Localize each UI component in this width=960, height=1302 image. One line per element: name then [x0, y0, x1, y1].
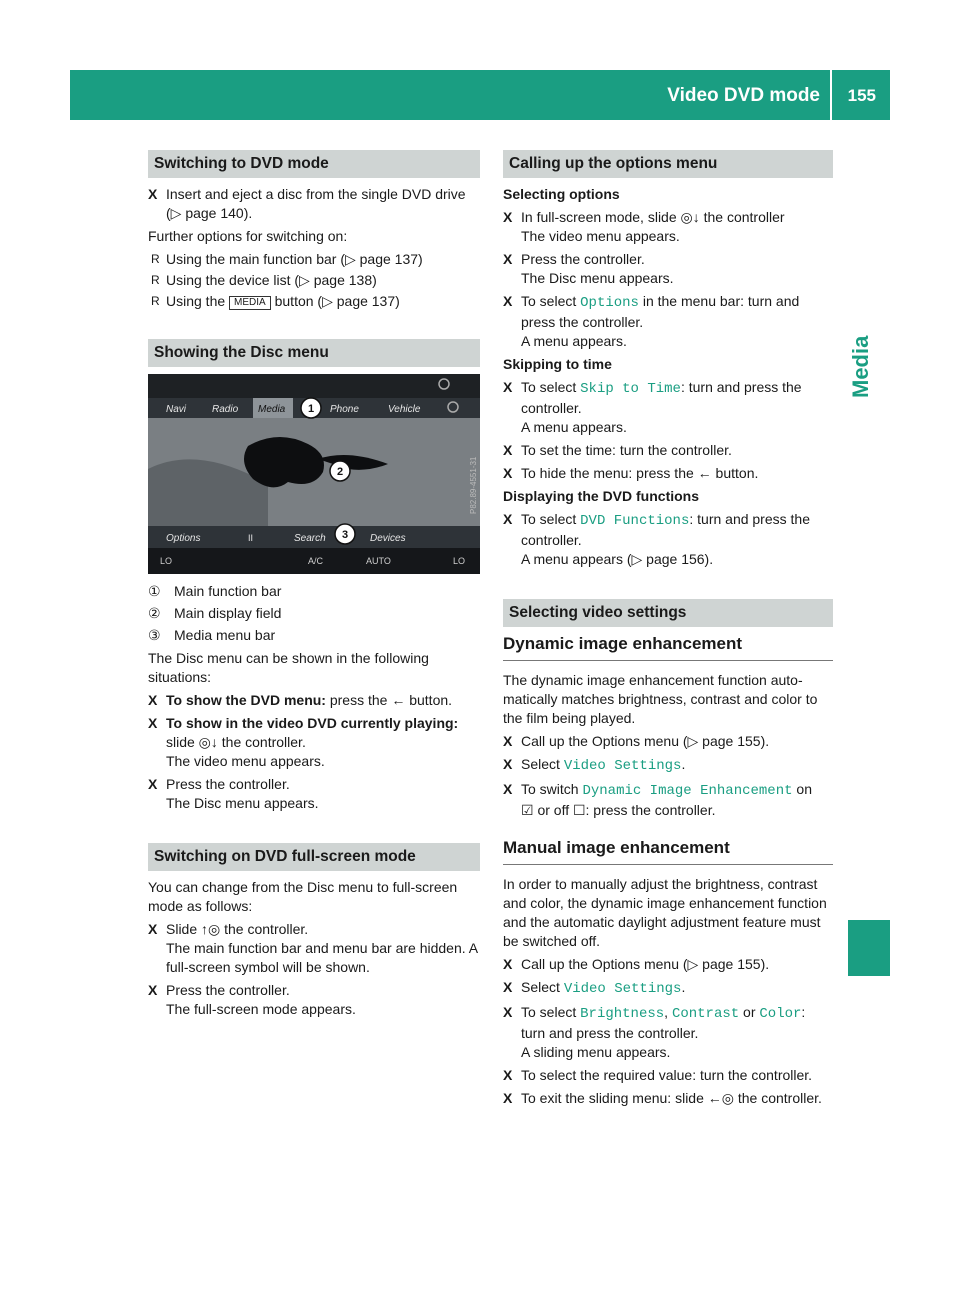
side-tab-label: Media: [848, 335, 873, 399]
step: X To select Skip to Time: turn and press the controller. A menu appears.: [503, 379, 802, 435]
bold-heading: Selecting options: [503, 186, 620, 202]
screen-status-ac: A/C: [308, 556, 324, 566]
paragraph: Further options for switching on:: [148, 228, 348, 244]
step: X Press the controller. The Disc menu appears.: [148, 776, 319, 811]
bullet-item: R Using the device list (▷ page 138): [151, 272, 377, 288]
menu-item-skip-to-time: Skip to Time: [580, 381, 681, 397]
screen-tab-media: Media: [258, 404, 286, 415]
step: X Press the controller. The full-screen mode appears.: [148, 982, 356, 1017]
step: X Call up the Options menu (▷ page 155).: [503, 956, 770, 972]
screen-figure-code: P82.89-4551-31: [469, 456, 478, 514]
screen-tab-phone: Phone: [330, 404, 359, 415]
menu-item-video-settings: Video Settings: [563, 981, 682, 997]
left-column: [148, 150, 480, 1023]
paragraph: The dynamic image enhancement function automatically matches brightness, contrast and color to the film being played.: [503, 672, 818, 726]
screen-status-lo-left: LO: [160, 556, 173, 566]
screen-tab-vehicle: Vehicle: [388, 404, 421, 415]
paragraph: In order to manually adjust the brightness, contrast and color, the dynamic image enhancement function and the automatic daylight adjustment feature must be switched off.: [503, 876, 827, 949]
step: X Insert and eject a disc from the single DVD drive (▷ page 140).: [148, 186, 466, 221]
menu-item-contrast: Contrast: [671, 1006, 740, 1022]
section-heading: Showing the Disc menu: [148, 339, 480, 367]
menu-item-brightness: Brightness: [580, 1006, 665, 1022]
screen-devices: Devices: [370, 533, 406, 544]
screen-pause: II: [248, 533, 254, 543]
menu-item-video-settings: Video Settings: [563, 758, 682, 774]
step: X To show in the video DVD currently playing: slide ◎↓ the controller. The video menu appears.: [148, 715, 459, 769]
callout-item: ③ Media menu bar: [148, 627, 276, 643]
screen-search: Search: [294, 533, 326, 544]
page-number: 155: [847, 86, 876, 105]
media-key-icon: MEDIA: [229, 296, 271, 310]
screen-options: Options: [166, 533, 201, 544]
section-heading: Switching to DVD mode: [148, 150, 480, 178]
callout-marker-1: [301, 398, 321, 418]
screen-tab-radio: Radio: [212, 404, 239, 415]
disc-menu-screenshot: [148, 374, 480, 574]
screen-illustration: [148, 374, 480, 574]
screen-status-auto: AUTO: [366, 556, 391, 566]
callout-legend: [148, 582, 480, 645]
subheading: Dynamic image enhancement: [503, 634, 833, 661]
menu-item-dvd-functions: DVD Functions: [580, 513, 690, 529]
svg-text:2: 2: [336, 466, 344, 478]
svg-text:1: 1: [307, 403, 315, 415]
header-divider: [830, 70, 832, 120]
section-heading: Switching on DVD full-screen mode: [148, 843, 480, 871]
step: X Select Video Settings.: [503, 756, 686, 774]
chapter-title: Video DVD mode: [667, 85, 820, 106]
screen-status-lo-right: LO: [453, 556, 466, 566]
paragraph: The Disc menu can be shown in the following situations:: [148, 650, 429, 685]
step: X Select Video Settings.: [503, 979, 686, 997]
callout-marker-2: [330, 461, 350, 481]
step: X To switch Dynamic Image Enhancement on ☑ or off ☐: press the controller.: [503, 781, 812, 818]
step: X To exit the sliding menu: slide ←◎ the controller.: [503, 1090, 822, 1106]
bullet-item: R Using the main function bar (▷ page 137): [151, 251, 423, 267]
step: X To set the time: turn the controller.: [503, 442, 732, 458]
bold-heading: Displaying the DVD functions: [503, 488, 700, 504]
menu-item-dynamic-image-enhancement: Dynamic Image Enhancement: [582, 783, 793, 799]
step: X Slide ↑◎ the controller. The main function bar and menu bar are hidden. A full-screen symbol will be shown.: [148, 921, 478, 975]
step: X To select the required value: turn the controller.: [503, 1067, 813, 1083]
step: X To select DVD Functions: turn and press the controller. A menu appears (▷ page 156).: [503, 511, 810, 567]
menu-item-options: Options: [580, 295, 639, 311]
side-tab: [848, 122, 890, 852]
svg-text:3: 3: [341, 529, 349, 541]
screen-tab-navi: Navi: [166, 404, 187, 415]
step: X To hide the menu: press the ← button.: [503, 465, 759, 481]
page-header: [70, 70, 890, 120]
callout-item: ① Main function bar: [148, 583, 282, 599]
step: X In full-screen mode, slide ◎↓ the controller The video menu appears.: [503, 209, 785, 244]
callout-item: ② Main display field: [148, 605, 282, 621]
menu-item-color: Color: [759, 1006, 802, 1022]
paragraph: You can change from the Disc menu to full-screen mode as follows:: [148, 879, 458, 914]
side-tab-marker: [848, 920, 890, 976]
bullet-item: R Using the MEDIA button (▷ page 137): [151, 293, 400, 309]
step: X To show the DVD menu: press the ← button.: [148, 692, 453, 708]
step: X Call up the Options menu (▷ page 155).: [503, 733, 770, 749]
bold-heading: Skipping to time: [503, 356, 612, 372]
step: X To select Options in the menu bar: turn and press the controller. A menu appears.: [503, 293, 800, 349]
step: X To select Brightness, Contrast or Color: turn and press the controller. A sliding menu appears.: [503, 1004, 806, 1060]
section-heading: Calling up the options menu: [503, 150, 833, 178]
right-column: [503, 150, 833, 1112]
step: X Press the controller. The Disc menu appears.: [503, 251, 674, 286]
subheading: Manual image enhancement: [503, 838, 833, 865]
section-heading: Selecting video settings: [503, 599, 833, 627]
callout-marker-3: [335, 524, 355, 544]
